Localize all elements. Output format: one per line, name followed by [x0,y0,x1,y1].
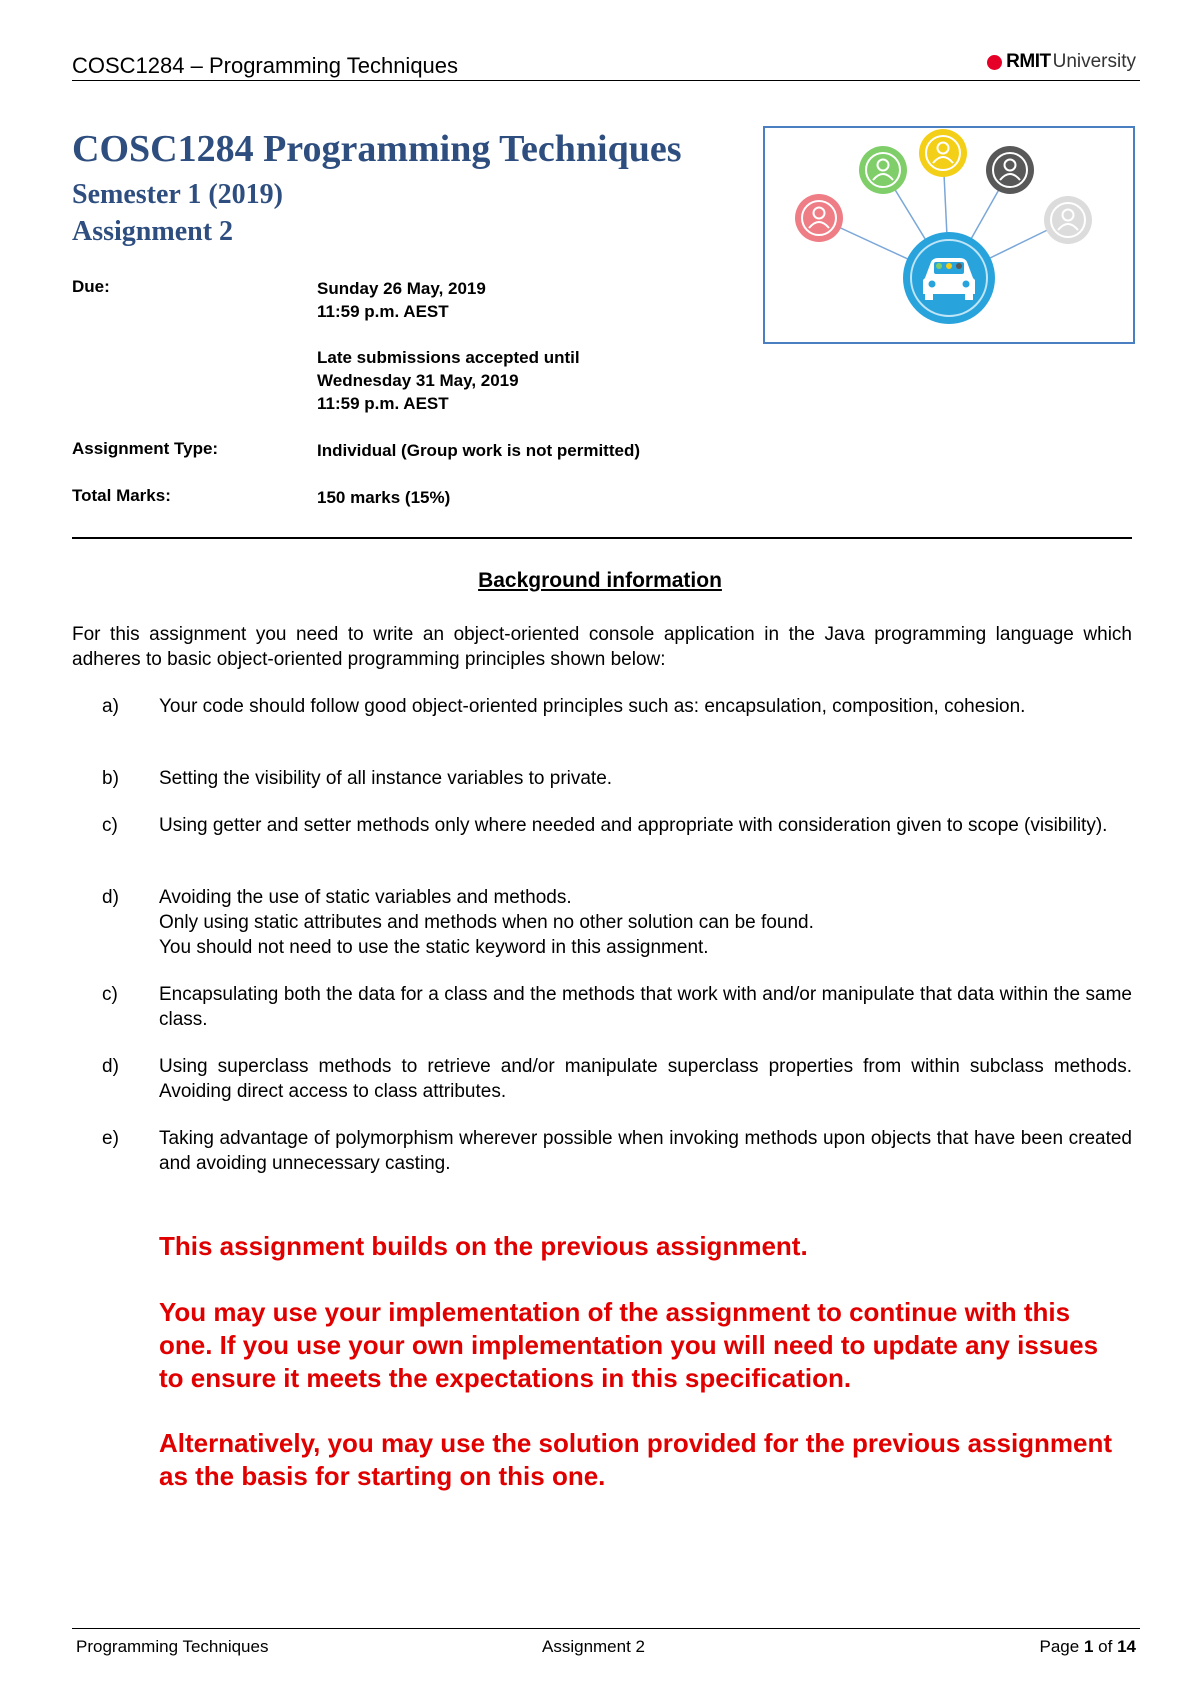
section-divider [72,537,1132,539]
notice-own-implementation: You may use your implementation of the assignment to continue with this one. If you use your own implementation you will need to update any issues to ensure it meets the expectations in this specification. [159,1297,1099,1393]
footer-of-word: of [1098,1637,1113,1656]
footer-assignment: Assignment 2 [542,1637,645,1656]
document-title: COSC1284 Programming Techniques [72,128,682,170]
list-item-text [159,885,1132,960]
list-item-line: You should not need to use the static keyword in this assignment. [159,937,709,958]
title-block [72,126,681,250]
list-item-text: Your code should follow good object-oriented principles such as: encapsulation, composition, cohesion. [159,696,1026,717]
due-label: Due: [72,277,110,296]
list-item-letter: d) [102,887,119,908]
assignment-type-label: Assignment Type: [72,439,219,458]
late-submission-date: Wednesday 31 May, 2019 [317,371,519,390]
person-icon-dark [986,146,1034,194]
assignment-label: Assignment 2 [72,216,234,247]
list-item-text: Taking advantage of polymorphism wherever possible when invoking methods upon objects that have been created and avoiding unnecessary casting. [159,1128,1132,1174]
assignment-type-value: Individual (Group work is not permitted) [317,441,641,460]
header-course-title: COSC1284 – Programming Techniques [72,53,459,78]
notice-builds-on-previous: This assignment builds on the previous assignment. [159,1231,808,1261]
list-item-letter: a) [102,696,119,717]
page-header [72,50,1140,81]
person-icon-green [859,146,907,194]
semester-label: Semester 1 (2019) [72,179,283,210]
list-item-letter: b) [102,768,119,789]
rmit-logo-light: University [1052,51,1136,72]
due-date: Sunday 26 May, 2019 [317,279,486,298]
rmit-logo-dot-icon [987,55,1002,70]
list-item-letter: c) [102,815,118,836]
person-icon-grey [1044,196,1092,244]
background-heading: Background information [478,569,722,592]
late-submission-note: Late submissions accepted until [317,348,580,367]
total-marks-label: Total Marks: [72,486,171,505]
footer-course: Programming Techniques [76,1637,269,1656]
illustration-frame [763,126,1135,344]
rmit-logo-strong: RMIT [1006,51,1051,72]
late-submission-time: 11:59 p.m. AEST [317,394,449,413]
rmit-logo [987,51,1136,73]
list-item-text: Setting the visibility of all instance variables to private. [159,768,613,789]
footer-page-number [1040,1637,1136,1657]
list-item-letter: c) [102,984,118,1005]
list-item-letter: e) [102,1128,119,1149]
carpool-illustration [765,128,1133,342]
footer-page-word: Page [1039,1637,1080,1656]
car-icon [903,232,995,324]
list-item-line: Avoiding the use of static variables and methods. [159,887,572,908]
page-footer [72,1628,1140,1656]
footer-page-current: 1 [1083,1637,1094,1656]
list-item-text: Encapsulating both the data for a class and the methods that work with and/or manipulate that data within the same class. [159,984,1132,1030]
list-item-letter: d) [102,1056,119,1077]
footer-page-total: 14 [1117,1637,1136,1656]
person-icon-yellow [919,129,967,177]
due-time: 11:59 p.m. AEST [317,302,449,321]
notice-provided-solution: Alternatively, you may use the solution provided for the previous assignment as the basis for starting on this one. [159,1428,1113,1491]
person-icon-red [795,194,843,242]
total-marks-value: 150 marks (15%) [317,488,451,507]
list-item-line: Only using static attributes and methods when no other solution can be found. [159,912,814,933]
list-item-text: Using getter and setter methods only where needed and appropriate with consideration given to scope (visibility). [159,815,1108,836]
list-item-text: Using superclass methods to retrieve and/or manipulate superclass properties from within subclass methods. Avoiding direct access to class attributes. [159,1056,1132,1102]
background-intro: For this assignment you need to write an object-oriented console application in the Java programming language which adheres to basic object-oriented programming principles shown below: [72,624,1132,670]
